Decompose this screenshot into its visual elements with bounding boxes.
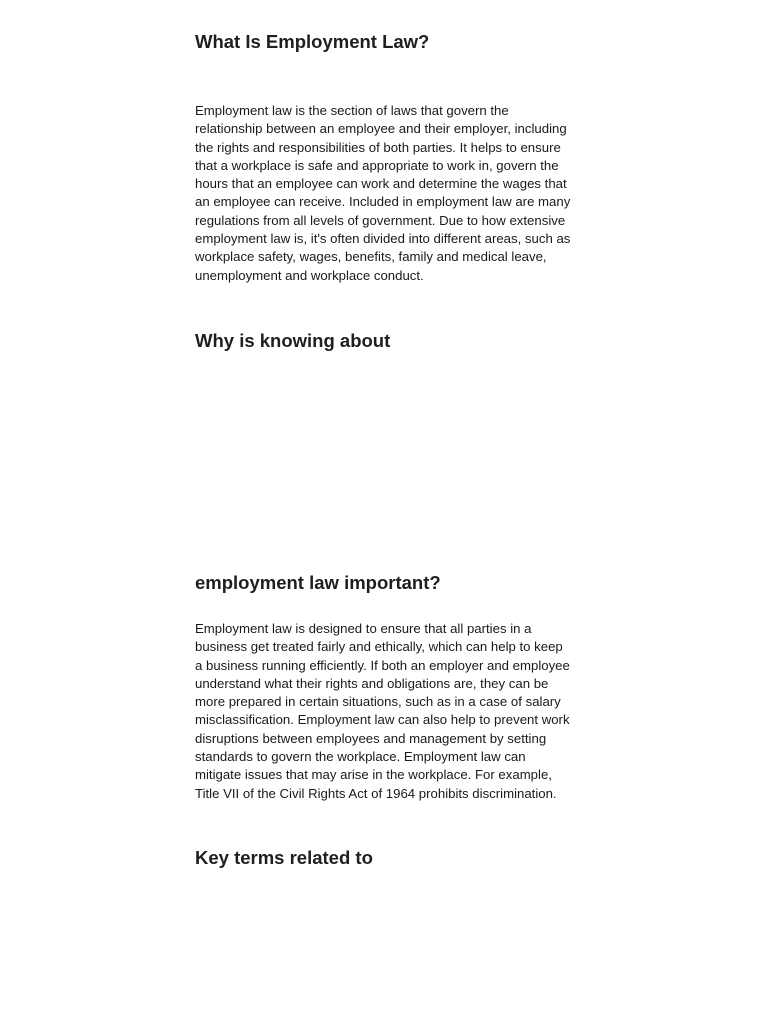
- section-heading-what-is-employment-law: What Is Employment Law?: [195, 31, 430, 52]
- section-heading-key-terms: Key terms related to: [195, 847, 373, 868]
- section-heading-why-knowing-part1: Why is knowing about: [195, 330, 391, 351]
- paragraph-importance: Employment law is designed to ensure that all parties in a business get treated fairly and ethically, which can help to keep a business running efficiently. If both an employer and employee understand what their rights and obligations are, they can be more prepared in certain situations, such as in a case of salary misclassification. Employment law can also help to prevent work disruptions between employees and management by setting standards to govern the workplace. Employment law can mitigate issues that may arise in the workplace. For example, Title VII of the Civil Rights Act of 1964 prohibits discrimination.: [195, 621, 570, 801]
- paragraph-definition: Employment law is the section of laws that govern the relationship between an employee and their employer, including the rights and responsibilities of both parties. It helps to ensure that a workplace is safe and appropriate to work in, govern the hours that an employee can work and determine the wages that an employee can receive. Included in employment law are many regulations from all levels of government. Due to how extensive employment law is, it's often divided into different areas, such as workplace safety, wages, benefits, family and medical leave, unemployment and workplace conduct.: [195, 103, 571, 283]
- section-heading-why-knowing-part2: employment law important?: [195, 572, 441, 593]
